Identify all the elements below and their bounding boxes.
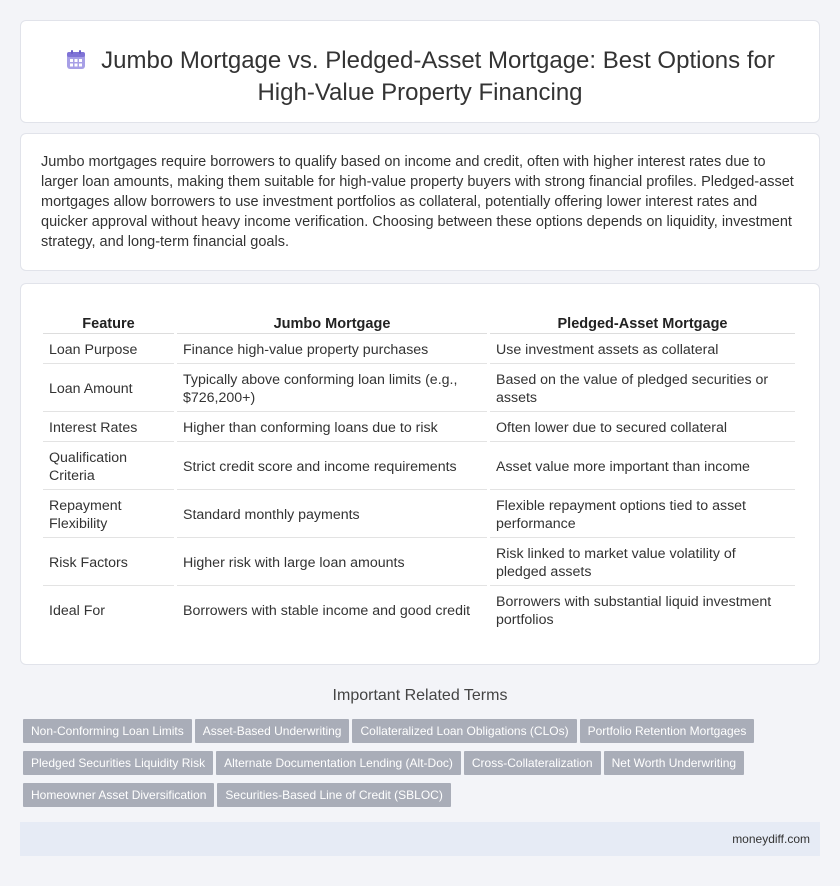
table-row — [43, 414, 795, 442]
pledged-cell: Asset value more important than income — [490, 444, 795, 490]
comparison-card — [20, 283, 820, 665]
intro-text: Jumbo mortgages require borrowers to qualify based on income and credit, often with higher interest rates due to larger loan amounts, making them suitable for high-value property buyers with strong financial profiles. Pledged-asset mortgages allow borrowers to use investment portfolios as collateral, potentially offering lower interest rates and quicker approval without heavy income verification. Choosing between these options depends on liquidity, investment strategy, and long-term financial goals. — [41, 154, 794, 250]
jumbo-cell: Standard monthly payments — [177, 492, 487, 538]
related-term-tag[interactable]: Alternate Documentation Lending (Alt-Doc) — [216, 751, 461, 775]
footer — [20, 822, 820, 856]
jumbo-cell: Finance high-value property purchases — [177, 336, 487, 364]
table-row — [43, 366, 795, 412]
title-line-1: Jumbo Mortgage vs. Pledged-Asset Mortgage: Best Options for — [101, 47, 775, 74]
comparison-table — [40, 310, 798, 636]
related-term-tag[interactable]: Securities-Based Line of Credit (SBLOC) — [217, 783, 450, 807]
related-term-tag[interactable]: Cross-Collateralization — [464, 751, 601, 775]
table-row — [43, 588, 795, 634]
feature-cell: Loan Purpose — [43, 336, 174, 364]
table-row — [43, 444, 795, 490]
jumbo-cell: Higher than conforming loans due to risk — [177, 414, 487, 442]
table-header-row — [43, 312, 795, 334]
pledged-cell: Based on the value of pledged securities or assets — [490, 366, 795, 412]
related-term-tag[interactable]: Collateralized Loan Obligations (CLOs) — [352, 719, 576, 743]
header-jumbo: Jumbo Mortgage — [177, 312, 487, 334]
tag-row — [23, 719, 823, 751]
jumbo-cell: Typically above conforming loan limits (e.g., $726,200+) — [177, 366, 487, 412]
feature-cell: Repayment Flexibility — [43, 492, 174, 538]
table-row — [43, 336, 795, 364]
related-term-tag[interactable]: Portfolio Retention Mortgages — [580, 719, 755, 743]
pledged-cell: Borrowers with substantial liquid investment portfolios — [496, 594, 772, 628]
related-terms-list — [23, 719, 823, 815]
table-row — [43, 540, 795, 586]
feature-cell: Qualification Criteria — [43, 444, 174, 490]
header-feature: Feature — [43, 312, 174, 334]
intro-card — [20, 133, 820, 271]
related-terms-heading: Important Related Terms — [332, 687, 508, 704]
page-title — [21, 45, 819, 109]
pledged-cell: Flexible repayment options tied to asset performance — [490, 492, 795, 538]
tag-row — [23, 751, 823, 783]
related-term-tag[interactable]: Asset-Based Underwriting — [195, 719, 350, 743]
related-term-tag[interactable]: Non-Conforming Loan Limits — [23, 719, 192, 743]
feature-cell: Interest Rates — [43, 414, 174, 442]
related-term-tag[interactable]: Pledged Securities Liquidity Risk — [23, 751, 213, 775]
tag-row — [23, 783, 823, 815]
pledged-cell: Use investment assets as collateral — [490, 336, 795, 364]
pledged-cell: Often lower due to secured collateral — [490, 414, 795, 442]
jumbo-cell: Borrowers with stable income and good credit — [183, 603, 471, 619]
jumbo-cell: Higher risk with large loan amounts — [177, 540, 487, 586]
table-row — [43, 492, 795, 538]
header-pledged: Pledged-Asset Mortgage — [490, 312, 795, 334]
feature-cell: Risk Factors — [43, 540, 174, 586]
jumbo-cell: Strict credit score and income requirements — [177, 444, 487, 490]
title-line-2: High-Value Property Financing — [257, 79, 583, 106]
pledged-cell: Risk linked to market value volatility of pledged assets — [490, 540, 795, 586]
feature-cell: Ideal For — [49, 603, 105, 619]
calendar-icon — [65, 49, 87, 71]
feature-cell: Loan Amount — [43, 366, 174, 412]
footer-site-link[interactable]: moneydiff.com — [732, 832, 810, 846]
header-card — [20, 20, 820, 123]
related-term-tag[interactable]: Homeowner Asset Diversification — [23, 783, 214, 807]
related-term-tag[interactable]: Net Worth Underwriting — [604, 751, 745, 775]
